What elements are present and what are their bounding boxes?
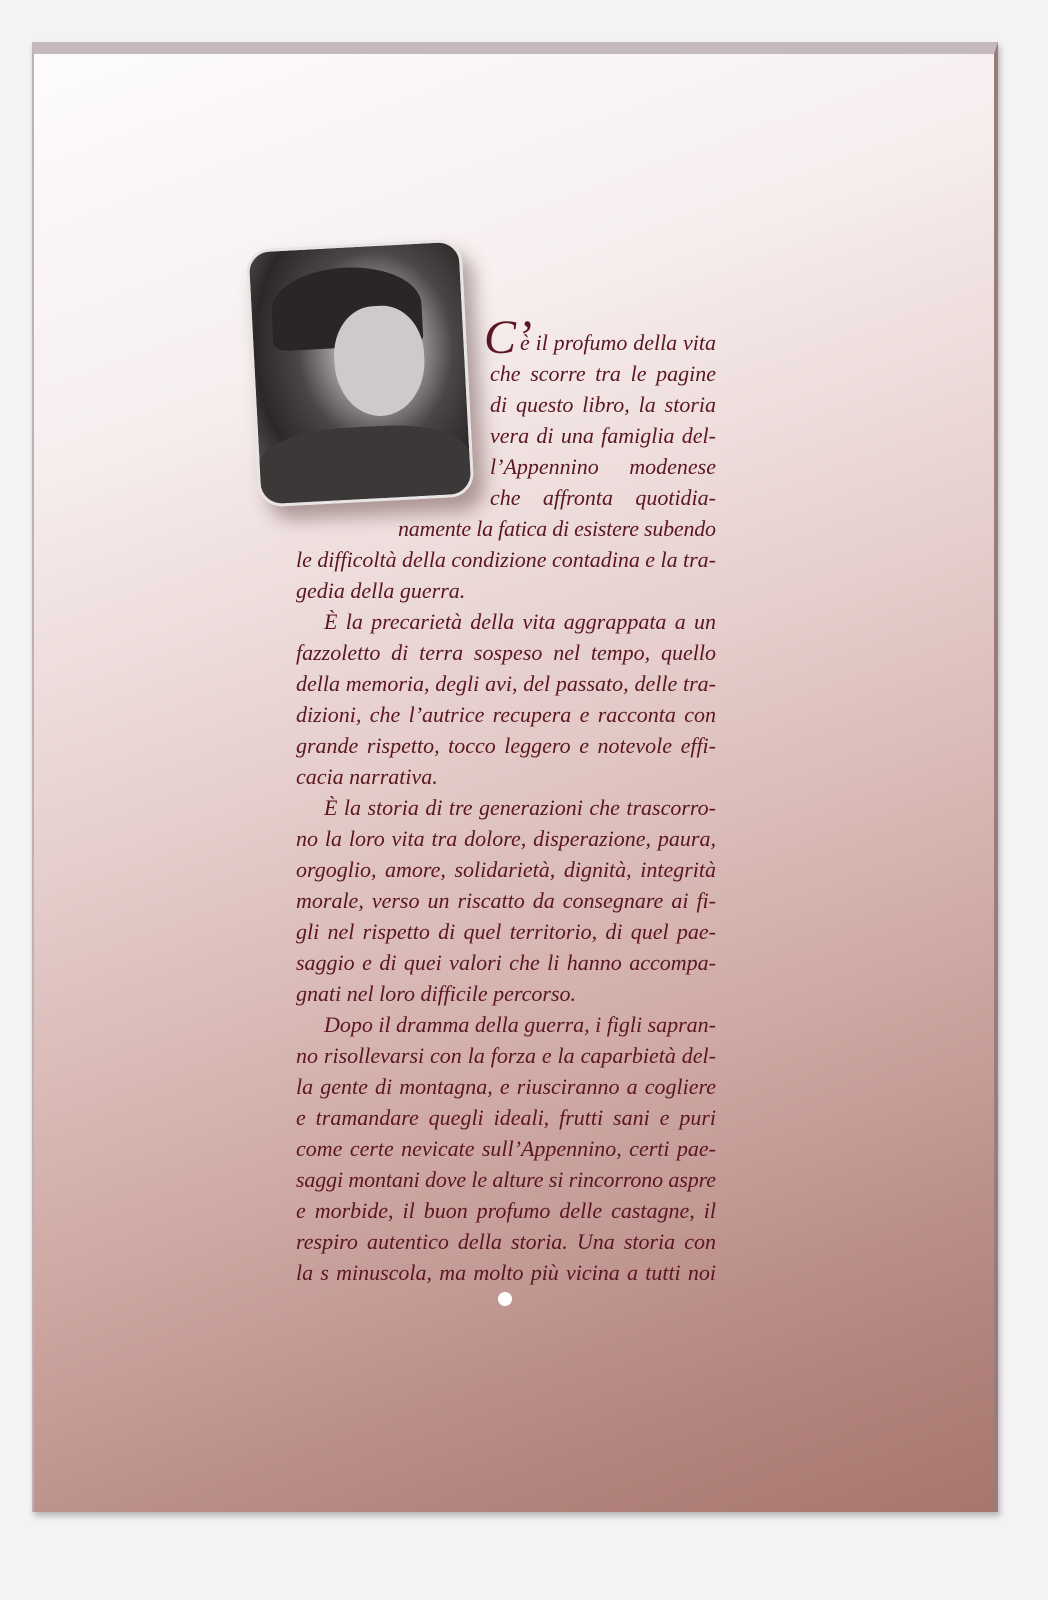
blurb-line: dizioni, che l’autrice recupera e racconta con — [296, 702, 716, 727]
blurb-line: morale, verso un riscatto da consegnare ai fi- — [296, 888, 716, 913]
decorative-dot — [498, 1292, 512, 1306]
blurb-line: è il profumo della vita — [520, 330, 716, 355]
blurb-line: È la storia di tre generazioni che trascorro- — [324, 795, 716, 820]
blurb-line: È la precarietà della vita aggrappata a un — [324, 609, 716, 634]
blurb-line: namente la fatica di esistere subendo — [398, 516, 716, 541]
blurb-line: gli nel rispetto di quel territorio, di quel pae- — [296, 919, 716, 944]
blurb-line: vera di una famiglia del- — [490, 423, 716, 448]
blurb-line: della memoria, degli avi, del passato, delle tra- — [296, 671, 716, 696]
blurb-line: no risollevarsi con la forza e la caparbietà del- — [296, 1043, 716, 1068]
blurb-line: grande rispetto, tocco leggero e notevole effi- — [296, 733, 716, 758]
blurb-line: le difficoltà della condizione contadina e la tra- — [296, 547, 716, 572]
author-portrait-photo — [245, 239, 474, 508]
blurb-line: come certe nevicate sull’Appennino, certi pae- — [296, 1136, 716, 1161]
drop-cap: C’ — [484, 311, 532, 364]
portrait-face — [332, 304, 428, 419]
blurb-line: che affronta quotidia- — [490, 485, 716, 510]
blurb-line: respiro autentico della storia. Una storia con — [296, 1229, 716, 1254]
blurb-line: Dopo il dramma della guerra, i figli sapran- — [324, 1012, 716, 1037]
blurb-line: la gente di montagna, e riusciranno a cogliere — [296, 1074, 716, 1099]
blurb-line: la s minuscola, ma molto più vicina a tutti noi — [296, 1260, 716, 1285]
blurb-line: fazzoletto di terra sospeso nel tempo, quello — [296, 640, 716, 665]
blurb-line: orgoglio, amore, solidarietà, dignità, integrità — [296, 857, 716, 882]
blurb-line: e morbide, il buon profumo delle castagne, il — [296, 1198, 716, 1223]
blurb-line: saggi montani dove le alture si rincorrono aspre — [296, 1167, 716, 1192]
book-back-cover — [32, 42, 998, 1512]
blurb-line: l’Appennino modenese — [490, 454, 716, 479]
blurb-line: di questo libro, la storia — [490, 392, 716, 417]
portrait-blouse — [258, 421, 472, 507]
blurb-line: no la loro vita tra dolore, disperazione, paura, — [296, 826, 716, 851]
blurb-line: saggio e di quei valori che li hanno accompa- — [296, 950, 716, 975]
blurb-line: e tramandare quegli ideali, frutti sani e puri — [296, 1105, 716, 1130]
blurb-line: gedia della guerra. — [296, 578, 466, 603]
blurb-line: cacia narrativa. — [296, 764, 438, 789]
blurb-line: gnati nel loro difficile percorso. — [296, 981, 577, 1006]
blurb-line: che scorre tra le pagine — [490, 361, 716, 386]
